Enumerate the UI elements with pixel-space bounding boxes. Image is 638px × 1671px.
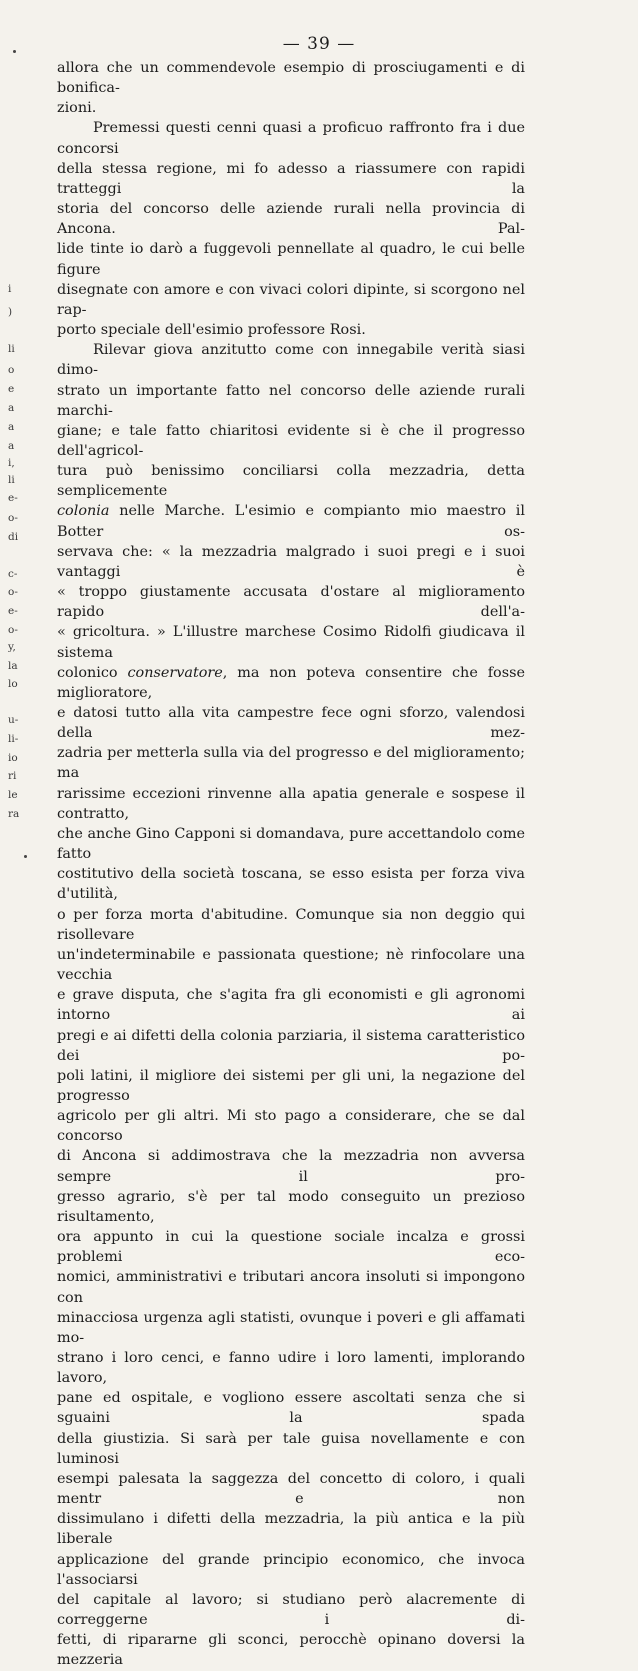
text-line: lide tinte io darò a fuggevoli pennellate al quadro, le cui belle figure bbox=[57, 241, 525, 278]
margin-fragment: ri bbox=[8, 770, 17, 782]
text-line: giane; e tale fatto chiaritosi evidente si è che il progresso dell'agricol- bbox=[57, 422, 525, 459]
margin-dot bbox=[24, 855, 27, 858]
text-fragment: nelle Marche. L'esimio e compianto mio maestro il Botter os- bbox=[57, 503, 525, 540]
text-line: della giustizia. Si sarà per tale guisa novellamente e con luminosi bbox=[57, 1430, 525, 1467]
text-line: minacciosa urgenza agli statisti, ovunque i poveri e gli affamati mo- bbox=[57, 1309, 525, 1346]
margin-fragment: i, bbox=[8, 457, 15, 469]
text-line: esempi palesata la saggezza del concetto di coloro, i quali mentr e non bbox=[57, 1470, 525, 1508]
text-line: pregi e ai difetti della colonia parziaria, il sistema caratteristico dei po- bbox=[57, 1027, 525, 1064]
margin-fragment: o- bbox=[8, 586, 18, 598]
margin-fragment: a bbox=[8, 402, 15, 414]
margin-fragment: u- bbox=[8, 714, 19, 726]
text-line: gresso agrario, s'è per tal modo conseguito un prezioso risultamento, bbox=[57, 1188, 525, 1225]
margin-fragment: li bbox=[8, 343, 15, 355]
text-line: e datosi tutto alla vita campestre fece ogni sforzo, valendosi della mez- bbox=[57, 705, 525, 742]
text-line: porto speciale dell'esimio professore Rosi. bbox=[57, 322, 366, 339]
margin-fragment: di bbox=[8, 531, 19, 543]
text-line: della stessa regione, mi fo adesso a riassumere con rapidi tratteggi la bbox=[57, 160, 525, 197]
text-line: pane ed ospitale, e vogliono essere ascoltati senza che si sguaini la spada bbox=[57, 1390, 525, 1427]
text-line: Rilevar giova anzitutto come con innegabile verità siasi dimo- bbox=[57, 342, 525, 379]
text-line: zioni. bbox=[57, 100, 97, 117]
text-line: e grave disputa, che s'agita fra gli economisti e gli agronomi intorno ai bbox=[57, 987, 525, 1024]
page-number: — 39 — bbox=[282, 34, 356, 54]
text-line: poli latini, il migliore dei sistemi per gli uni, la negazione del progresso bbox=[57, 1067, 525, 1104]
text-line: agricolo per gli altri. Mi sto pago a considerare, che se dal concorso bbox=[57, 1108, 525, 1145]
text-line: storia del concorso delle aziende rurali nella provincia di Ancona. Pal- bbox=[57, 201, 525, 238]
margin-dot bbox=[13, 50, 16, 53]
margin-fragment: e bbox=[8, 383, 15, 395]
text-line: servava che: « la mezzadria malgrado i suoi pregi e i suoi vantaggi è bbox=[57, 543, 525, 580]
text-line: strato un importante fatto nel concorso delle aziende rurali marchi- bbox=[57, 382, 525, 419]
body-text bbox=[57, 58, 525, 1671]
text-line bbox=[57, 663, 525, 703]
text-line: strano i loro cenci, e fanno udire i loro lamenti, implorando lavoro, bbox=[57, 1350, 525, 1387]
text-line: del capitale al lavoro; si studiano però alacremente di correggerne i di- bbox=[57, 1591, 525, 1629]
italic-term: conservatore bbox=[127, 664, 223, 681]
text-line: rarissime eccezioni rinvenne alla apatia generale e sospese il contratto, bbox=[57, 785, 525, 822]
margin-fragment: a bbox=[8, 440, 15, 452]
text-line: costitutivo della società toscana, se esso esista per forza viva d'utilità, bbox=[57, 866, 525, 903]
text-fragment: , ma non poteva consentire che fosse miglioratore, bbox=[57, 664, 525, 701]
margin-fragment: e- bbox=[8, 492, 18, 504]
text-line: allora che un commendevole esempio di prosciugamenti e di bonifica- bbox=[57, 60, 525, 97]
margin-fragment: ra bbox=[8, 808, 20, 820]
margin-fragment: i bbox=[8, 283, 12, 295]
text-line: fetti, di ripararne gli sconci, perocchè opinano doversi la mezzeria bbox=[57, 1632, 525, 1669]
margin-fragment: le bbox=[8, 789, 18, 801]
text-line: « gricoltura. » L'illustre marchese Cosimo Ridolfi giudicava il sistema bbox=[57, 624, 525, 661]
text-line: ora appunto in cui la questione sociale incalza e grossi problemi eco- bbox=[57, 1229, 525, 1266]
margin-fragment: c- bbox=[8, 568, 18, 580]
margin-fragment: o- bbox=[8, 624, 18, 636]
margin-fragment: e- bbox=[8, 605, 18, 617]
margin-fragment: li- bbox=[8, 733, 19, 745]
text-line: disegnate con amore e con vivaci colori dipinte, si scorgono nel rap- bbox=[57, 281, 525, 318]
text-line bbox=[57, 501, 525, 541]
italic-term: colonia bbox=[57, 503, 110, 520]
text-line: un'indeterminabile e passionata questione; nè rinfocolare una vecchia bbox=[57, 946, 525, 984]
margin-fragment: y, bbox=[8, 641, 16, 653]
text-line: nomici, amministrativi e tributari ancora insoluti si impongono con bbox=[57, 1269, 525, 1306]
text-line: dissimulano i difetti della mezzadria, la più antica e la più liberale bbox=[57, 1511, 525, 1548]
text-line: « troppo giustamente accusata d'ostare al miglioramento rapido dell'a- bbox=[57, 584, 525, 621]
margin-fragment: o- bbox=[8, 512, 18, 524]
margin-fragment: lo bbox=[8, 678, 18, 690]
margin-fragment: io bbox=[8, 752, 18, 764]
text-line: tura può benissimo conciliarsi colla mezzadria, detta semplicemente bbox=[57, 463, 525, 500]
left-margin-fragments bbox=[4, 0, 28, 900]
text-line: applicazione del grande principio economico, che invoca l'associarsi bbox=[57, 1551, 525, 1588]
margin-fragment: o bbox=[8, 364, 15, 376]
text-line: Premessi questi cenni quasi a proficuo raffronto fra i due concorsi bbox=[57, 120, 525, 157]
margin-fragment: ) bbox=[8, 306, 13, 318]
text-line: che anche Gino Capponi si domandava, pure accettandolo come fatto bbox=[57, 825, 525, 863]
text-line: zadria per metterla sulla via del progresso e del miglioramento; ma bbox=[57, 745, 525, 782]
margin-fragment: li bbox=[8, 474, 15, 486]
margin-fragment: la bbox=[8, 660, 18, 672]
margin-fragment: a bbox=[8, 421, 15, 433]
text-fragment: colonico bbox=[57, 664, 118, 681]
text-line: di Ancona si addimostrava che la mezzadria non avversa sempre il pro- bbox=[57, 1148, 525, 1185]
text-line: o per forza morta d'abitudine. Comunque sia non deggio qui risollevare bbox=[57, 906, 525, 943]
